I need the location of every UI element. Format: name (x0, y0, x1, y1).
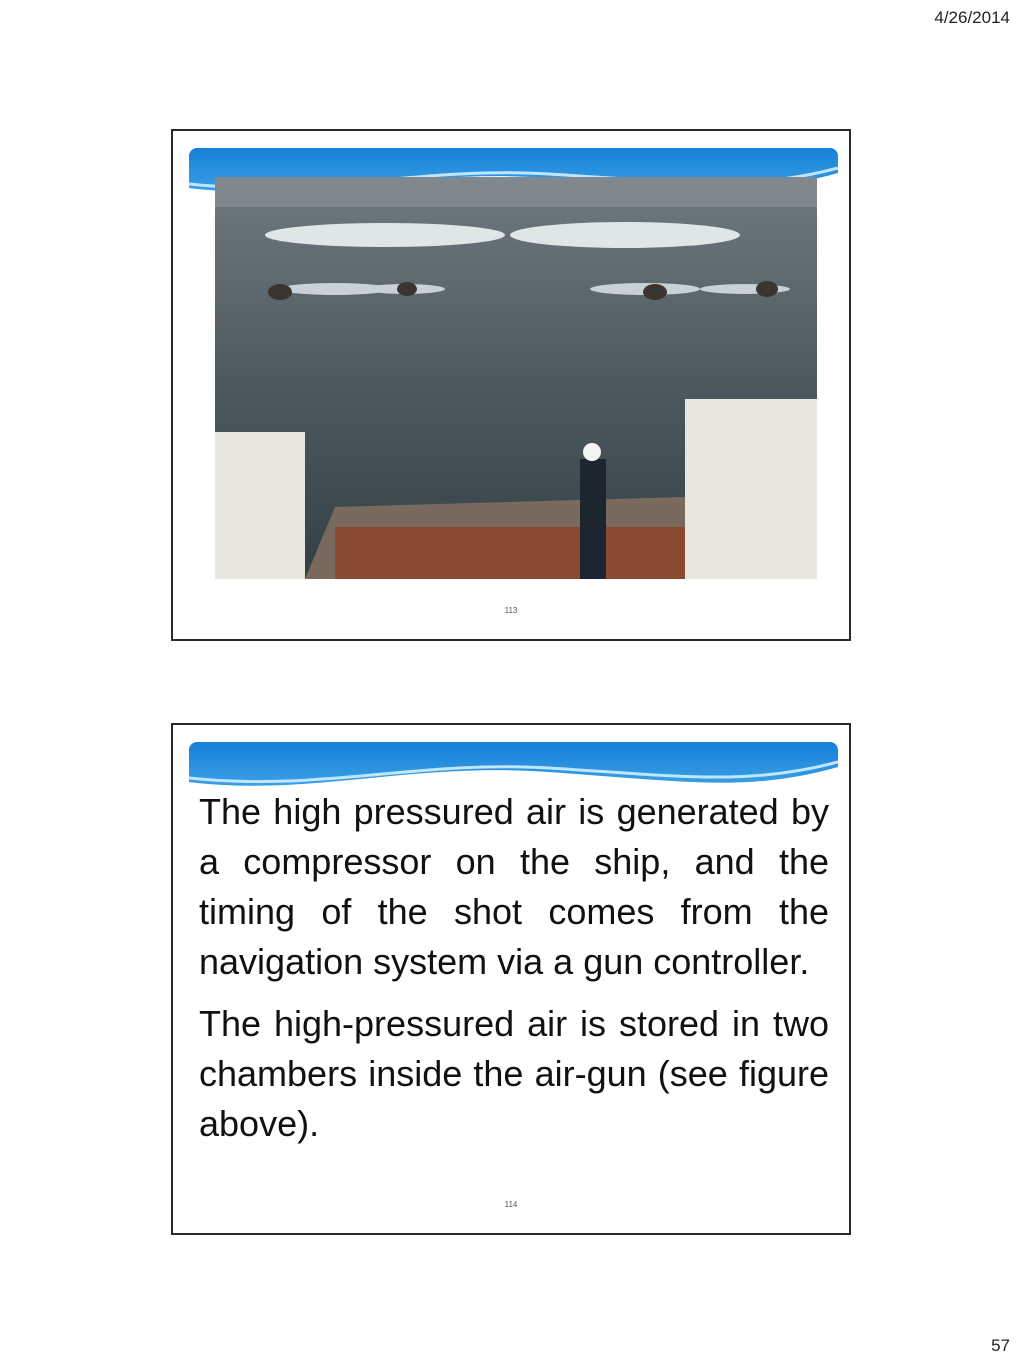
slide-113 (171, 129, 851, 641)
paragraph-2: The high-pressured air is stored in two chambers inside the air-gun (see figure above). (199, 1003, 829, 1144)
print-date: 4/26/2014 (934, 8, 1010, 27)
airgun-array-photo (215, 177, 817, 579)
slide-number: 113 (504, 606, 518, 615)
page-number: 57 (991, 1336, 1010, 1355)
slide-body-text (199, 787, 829, 1161)
slide-number: 114 (504, 1200, 518, 1209)
slide-114 (171, 723, 851, 1235)
paragraph-1: The high pressured air is generated by a compressor on the ship, and the timing of the shot comes from the navigation system via a gun controller. (199, 791, 829, 982)
